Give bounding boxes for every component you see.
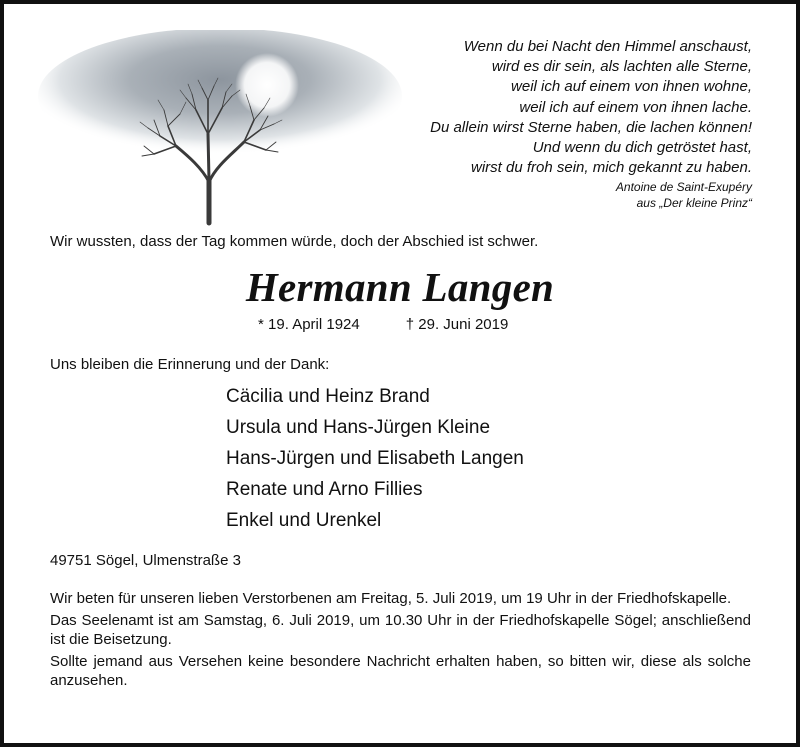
poem-line: Du allein wirst Sterne haben, die lachen können!	[430, 118, 752, 136]
poem-line: wird es dir sein, als lachten alle Sterne,	[491, 58, 752, 76]
poem-line: Und wenn du dich getröstet hast,	[532, 139, 752, 157]
poem-line: weil ich auf einem von ihnen wohne,	[511, 78, 752, 96]
deceased-name: Hermann Langen	[245, 264, 555, 310]
life-dates	[258, 316, 508, 333]
remember-text: Uns bleiben die Erinnerung und der Dank:	[50, 356, 330, 373]
mourner-item: Ursula und Hans-Jürgen Kleine	[226, 417, 491, 438]
poem-author: Antoine de Saint-Exupéry	[615, 180, 752, 194]
poem-line: weil ich auf einem von ihnen lache.	[519, 98, 752, 116]
poem-attribution	[452, 179, 752, 211]
intro-text: Wir wussten, dass der Tag kommen würde, doch der Abschied ist schwer.	[50, 233, 539, 250]
death-date: † 29. Juni 2019	[405, 316, 509, 333]
notice-paragraph: Wir beten für unseren lieben Verstorbenen am Freitag, 5. Juli 2019, um 19 Uhr in der Friedhofskapelle.	[50, 590, 732, 607]
address: 49751 Sögel, Ulmenstraße 3	[50, 552, 241, 569]
mourner-item: Hans-Jürgen und Elisabeth Langen	[226, 448, 524, 469]
mourner-item: Renate und Arno Fillies	[226, 479, 423, 500]
notice-paragraph: Das Seelenamt ist am Samstag, 6. Juli 2019, um 10.30 Uhr in der Friedhofskapelle Sögel; anschließend ist die Beisetzung.	[50, 611, 751, 648]
mourner-item: Enkel und Urenkel	[226, 510, 382, 531]
poem-line: wirst du froh sein, mich gekannt zu haben.	[471, 159, 752, 177]
notice-paragraph: Sollte jemand aus Versehen keine besondere Nachricht erhalten haben, so bitten wir, diese als solche anzusehen.	[50, 652, 751, 689]
mourners-list	[226, 381, 524, 536]
poem-line: Wenn du bei Nacht den Himmel anschaust,	[463, 38, 752, 55]
mourner-item: Cäcilia und Heinz Brand	[226, 386, 430, 407]
service-notices	[50, 589, 751, 693]
poem-source: aus „Der kleine Prinz“	[636, 196, 752, 210]
birth-date: * 19. April 1924	[258, 316, 360, 333]
poem	[332, 37, 752, 178]
